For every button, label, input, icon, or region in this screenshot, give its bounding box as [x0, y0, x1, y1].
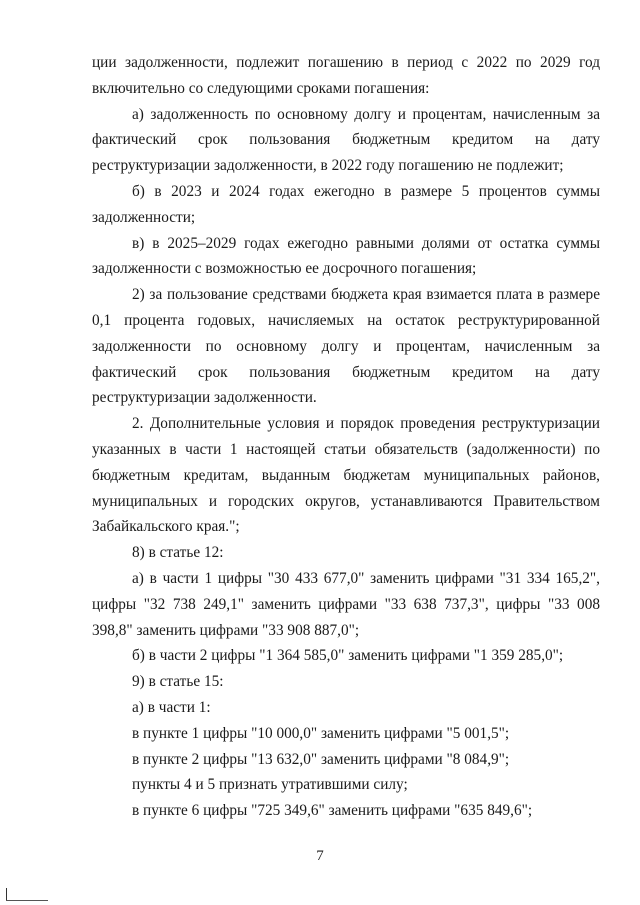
paragraph-point-1: в пункте 1 цифры "10 000,0" заменить цифрами "5 001,5"; — [132, 724, 510, 742]
paragraph-item-8: 8) в статье 12: — [132, 544, 224, 562]
paragraph-item-9a: а) в части 1: — [132, 698, 211, 716]
scan-corner-mark — [4, 888, 48, 902]
paragraph-item-9: 9) в статье 15: — [132, 673, 224, 691]
paragraph-item-v: в) в 2025–2029 годах ежегодно равными долями от остатка суммы задолженности с возможностью ее досрочного погашения; — [92, 234, 600, 278]
paragraph-part-2: 2. Дополнительные условия и порядок проведения реструктуризации указанных в части 1 настоящей статьи обязательств (задолженности) по бюджетным кредитам, выданным бюджетам муниципальных районов, муниципальных и городских округов, устанавливаются Правительством Забайкальского края."; — [92, 415, 600, 536]
paragraph-point-2: в пункте 2 цифры "13 632,0" заменить цифрами "8 084,9"; — [132, 750, 510, 768]
paragraph-points-4-5: пункты 4 и 5 признать утратившими силу; — [132, 776, 408, 794]
document-body — [92, 50, 600, 824]
paragraph-item-2: 2) за пользование средствами бюджета края взимается плата в размере 0,1 процента годовых, начисляемых на остаток реструктурированной задолженности по основному долгу и процентам, начисленным за фактический срок пользования бюджетным кредитом на дату реструктуризации задолженности. — [92, 286, 600, 407]
paragraph-continuation: ции задолженности, подлежит погашению в период с 2022 по 2029 год включительно со следующими сроками погашения: — [92, 54, 600, 97]
paragraph-item-8b: б) в части 2 цифры "1 364 585,0" заменить цифрами "1 359 285,0"; — [132, 647, 564, 665]
page-number: 7 — [316, 848, 324, 864]
paragraph-item-b: б) в 2023 и 2024 годах ежегодно в размере 5 процентов суммы задолженности; — [92, 182, 600, 226]
paragraph-item-a: а) задолженность по основному долгу и процентам, начисленным за фактический срок пользования бюджетным кредитом на дату реструктуризации задолженности, в 2022 году погашению не подлежит; — [92, 105, 600, 175]
paragraph-item-8a: а) в части 1 цифры "30 433 677,0" заменить цифрами "31 334 165,2", цифры "32 738 249,1" заменить цифрами "33 638 737,3", цифры "33 008 398,8" заменить цифрами "33 908 887,0"; — [92, 569, 600, 639]
paragraph-point-6: в пункте 6 цифры "725 349,6" заменить цифрами "635 849,6"; — [132, 802, 533, 820]
